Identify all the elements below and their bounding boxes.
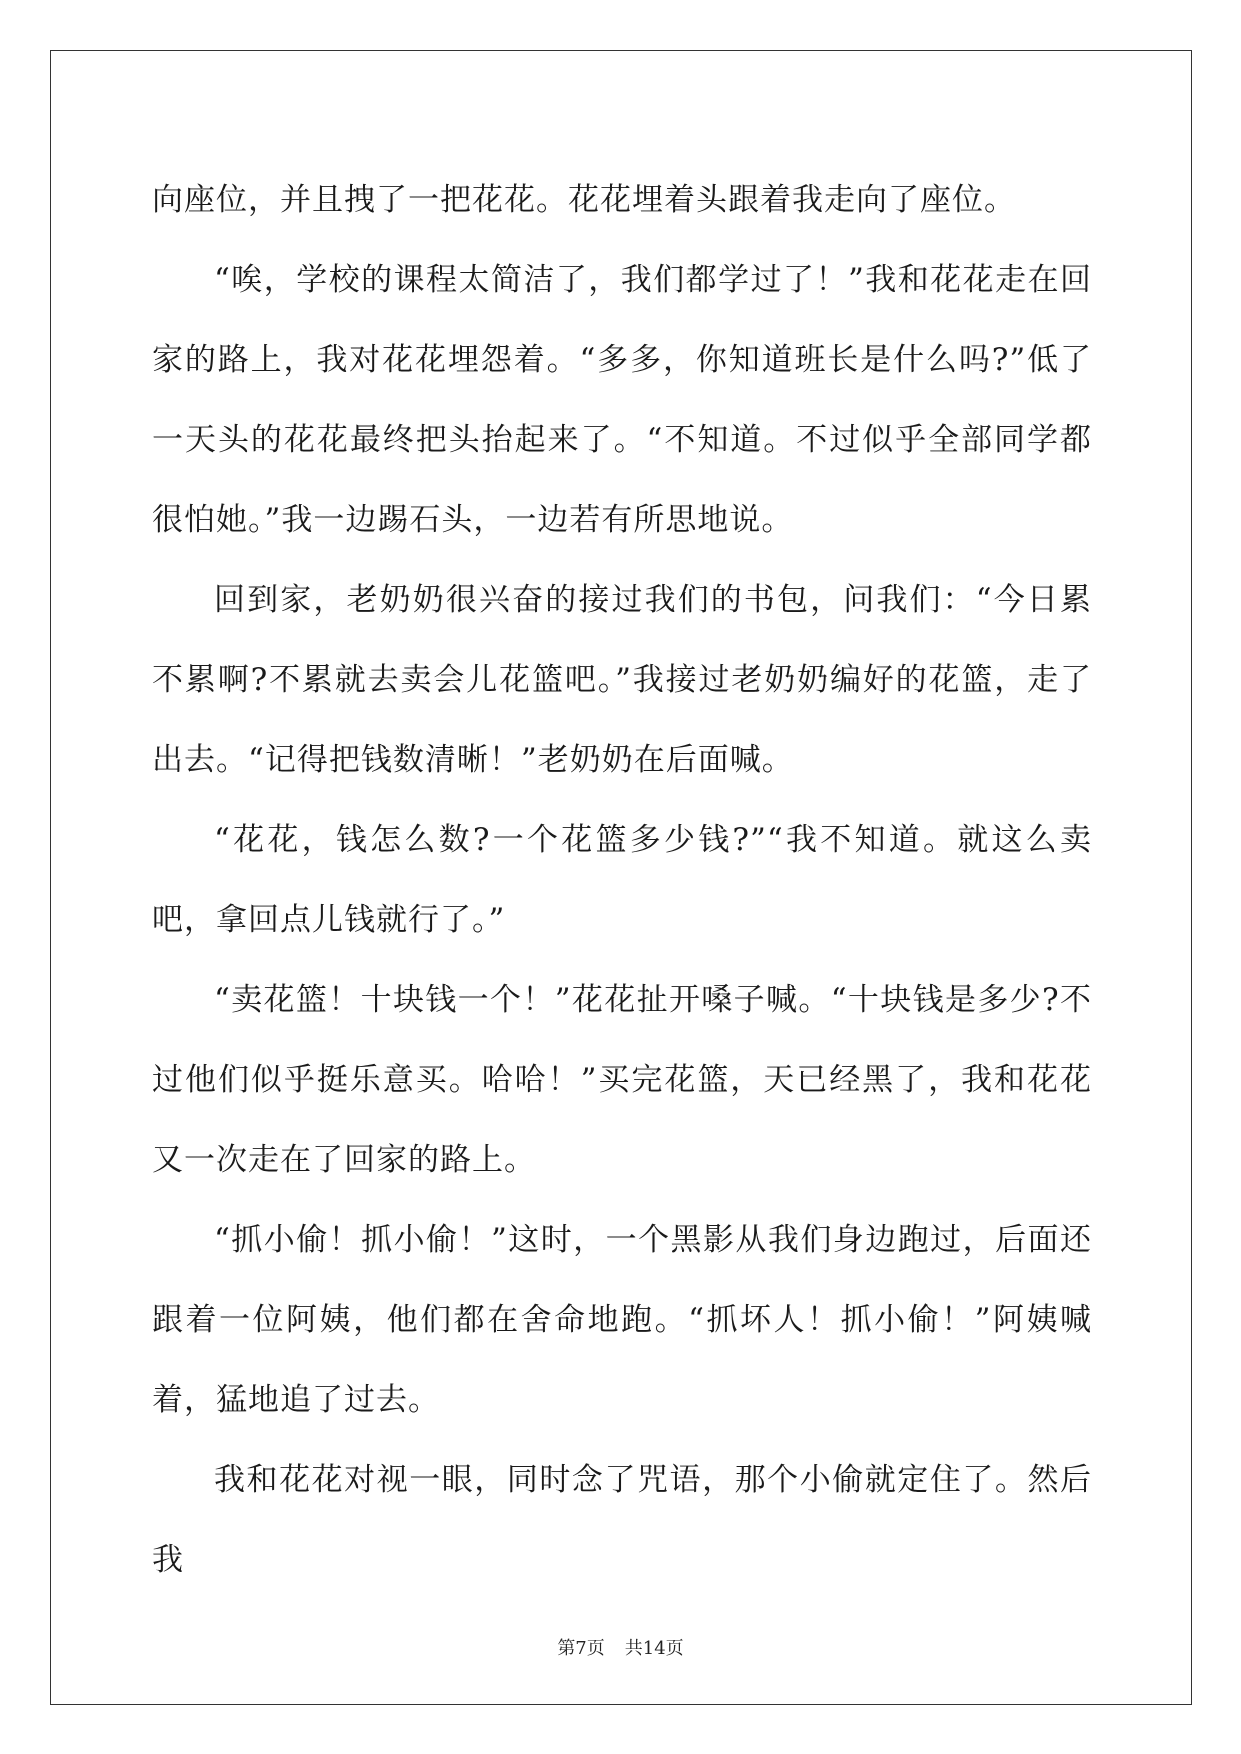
paragraph-2: “唉，学校的课程太简洁了，我们都学过了！”我和花花走在回家的路上，我对花花埋怨着。“多多，你知道班长是什么吗?”低了一天头的花花最终把头抬起来了。“不知道。不过似乎全部同学都 很怕她。”我一边踢石头，一边若有所思地说。 xyxy=(152,262,1092,538)
paragraph-1: 向座位，并且拽了一把花花。花花埋着头跟着我走向了座位。 xyxy=(152,182,1016,218)
page-total: 共14页 xyxy=(624,1638,684,1659)
page-footer xyxy=(0,1634,1241,1660)
page-number: 第7页 xyxy=(557,1638,605,1659)
paragraph-7: 我和花花对视一眼，同时念了咒语，那个小偷就定住了。然后我 xyxy=(152,1462,1092,1578)
paragraph-4: “花花，钱怎么数?一个花篮多少钱?”“我不知道。就这么卖吧，拿回点儿钱就行了。” xyxy=(152,822,1092,938)
paragraph-6: “抓小偷！抓小偷！”这时，一个黑影从我们身边跑过，后面还跟着一位阿姨，他们都在舍命地跑。“抓坏人！抓小偷！”阿姨喊着，猛地追了过去。 xyxy=(152,1222,1092,1418)
paragraph-5: “卖花篮！十块钱一个！”花花扯开嗓子喊。“十块钱是多少?不过他们似乎挺乐意买。哈哈！”买完花篮，天已经黑了，我和花花又一次走在了回家的路上。 xyxy=(152,982,1092,1178)
paragraph-3: 回到家，老奶奶很兴奋的接过我们的书包，问我们：“今日累不累啊?不累就去卖会儿花篮吧。”我接过老奶奶编好的花篮，走了出去。“记得把钱数清晰！”老奶奶在后面喊。 xyxy=(152,582,1092,778)
document-body xyxy=(152,160,1092,1600)
